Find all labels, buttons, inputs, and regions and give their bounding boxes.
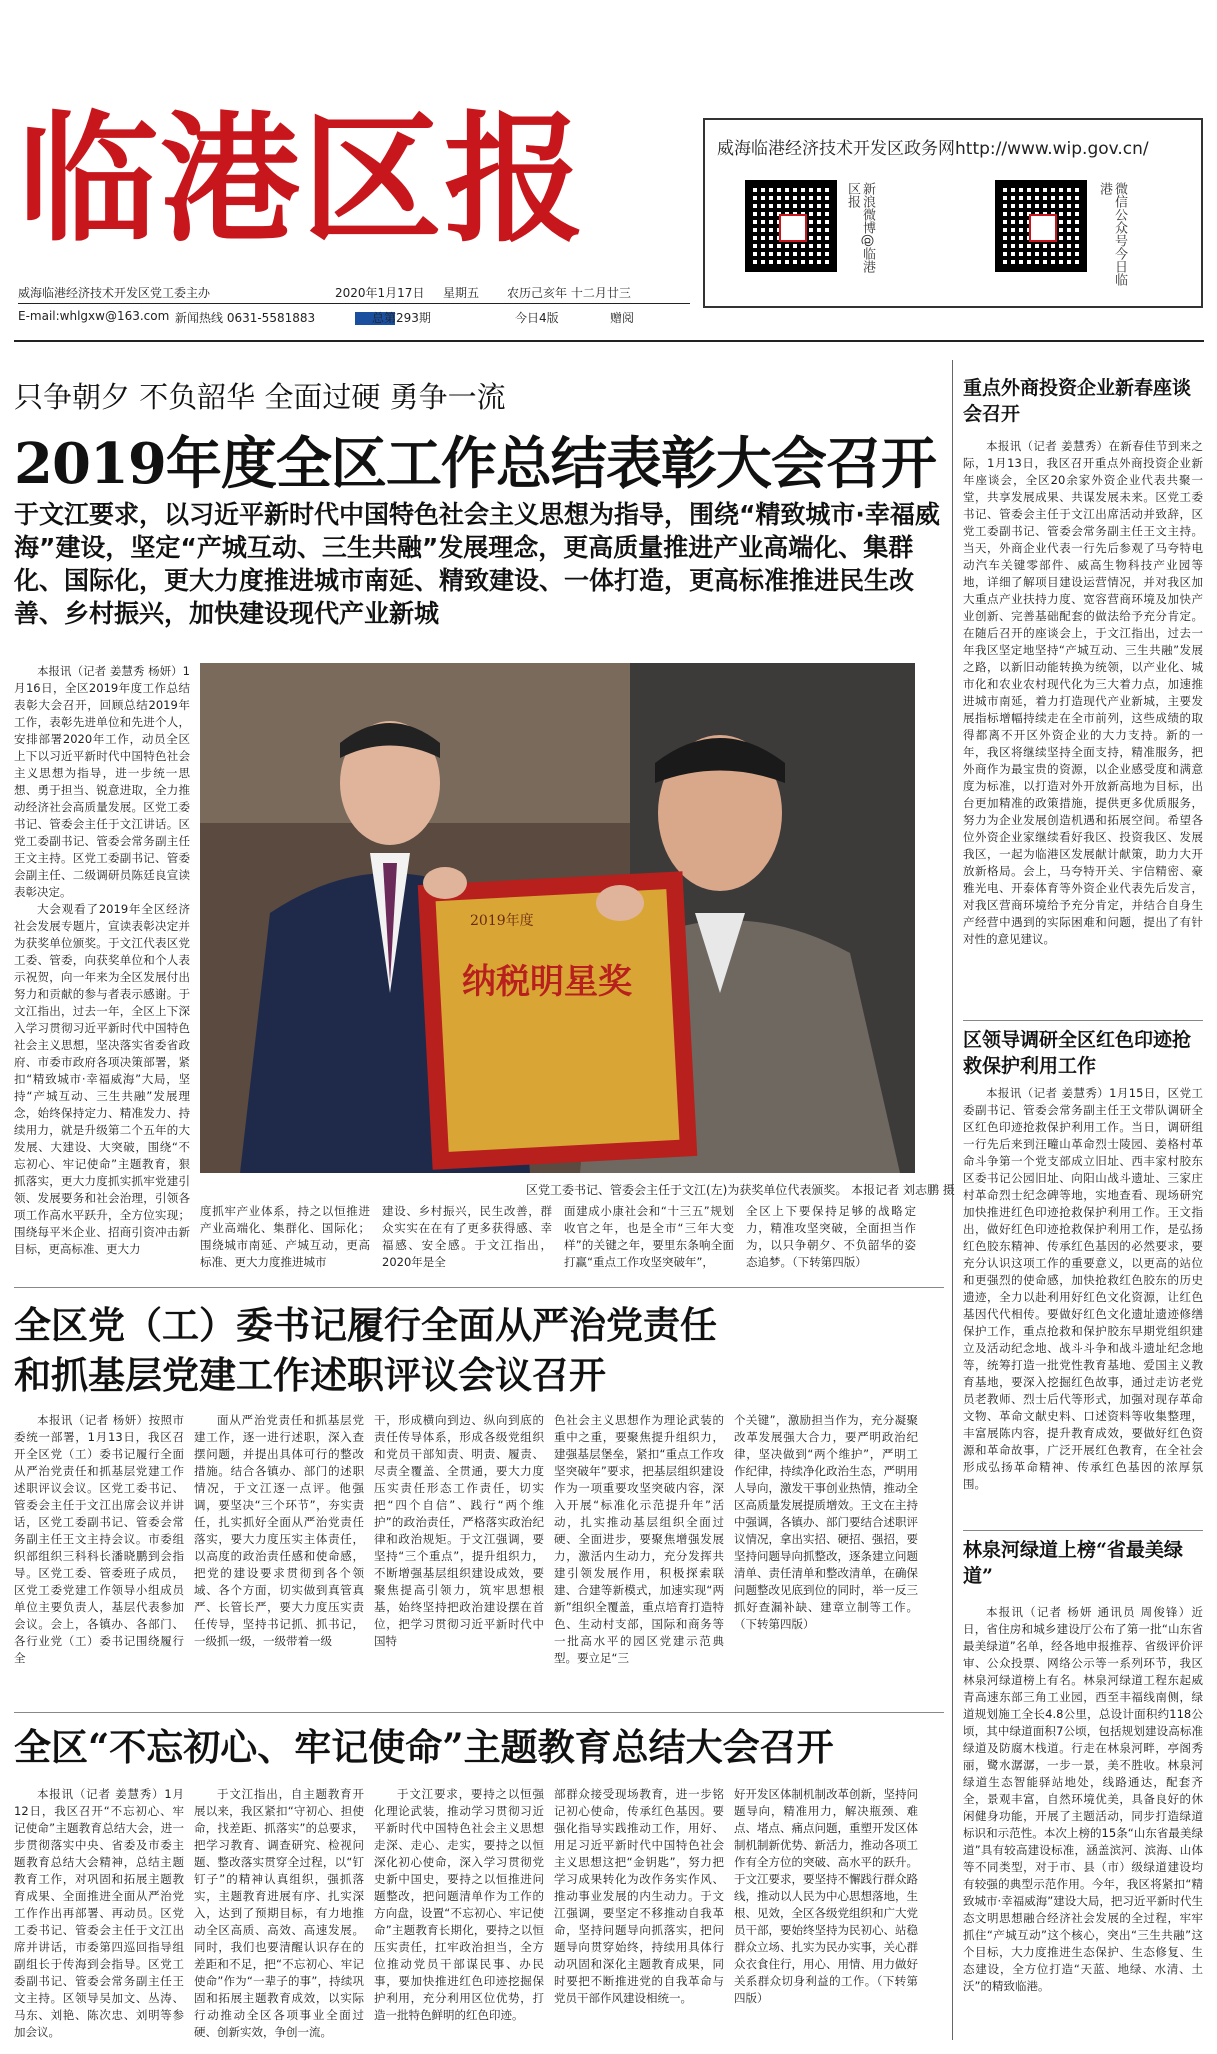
story2-c1: 本报讯（记者 杨妍）按照市委统一部署，1月13日，我区召开全区党（工）委书记履行全面从严治党责任和抓基层党建工作述职评议会议。区党工委书记、管委会主任于文江出席会议并讲话，区党工委副书记、管委会常务副主任王文主持会议。市委组织部组织三科科长潘晓鹏到会指导。区党工委、管委班子成员，区党工委党建工作领导小组成员单位主要负责人，基层代表参加会议。会上，各镇办、各部门、各行业党（工）委书记围绕履行全 [14,1413,184,1665]
plaque-text: 纳税明星奖 [462,962,632,1002]
masthead-rule [14,340,1204,342]
issue-date: 2020年1月17日 [335,286,425,300]
column-divider [952,360,953,2040]
sidebar-rule-1 [963,1020,1203,1021]
wechat-qr-code [995,180,1087,272]
story3-c1: 本报讯（记者 姜慧秀）1月12日，我区召开“不忘初心、牢记使命”主题教育总结大会，进一步贯彻落实中央、省委及市委主题教育总结大会精神，总结主题教育工作，对巩固和拓展主题教育成果、全面推进全面从严治党工作作出再部署、再动员。区党工委书记、管委会主任于文江出席并讲话，市委第四巡回指导组副组长于传海到会指导。区党工委副书记、管委会常务副主任王文主持。区领导吴加文、丛涛、马东、刘艳、陈次忠、刘明等参加会议。 [14,1787,184,2039]
portal-link[interactable]: 威海临港经济技术开发区政务网http://www.wip.gov.cn/ [717,139,1149,159]
lead-para-2: 大会观看了2019年全区经济社会发展专题片，宣读表彰决定并为获奖单位颁奖。于文江代表区党工委、管委，向获奖单位和个人表示祝贺，向一年来为全区发展付出努力和贡献的参与者表示感谢。于文江指出，过去一年，全区上下深入学习贯彻习近平新时代中国特色社会主义思想，坚决落实省委省政府、市委市政府各项决策部署，紧扣“精致城市·幸福威海”大局，坚持“产城互动、三生共融”发展理念，始终保持定力、精准发力、持续用力，就是升级第二个五年的大发展、大建设、大突破，围绕“不忘初心、牢记使命”主题教育，狠抓落实，更大力度抓实抓牢党建引领、发展要务和社会治理，引领各项工作高水平跃升，全方位实现；围绕每平米企业、招商引资冲击新目标，更高标准、更大力 [14,902,190,1256]
email: E-mail:whlgxw@163.com [18,309,170,323]
story2-column-4 [554,1412,724,1704]
lunar-date: 农历己亥年 十二月廿三 [507,286,631,300]
lead-col5-text: 全区上下要保持足够的战略定力，精准攻坚突破，全面担当作为，以只争朝夕、不负韶华的姿态追梦。（下转第四版） [746,1204,916,1269]
masthead-title: 临港区报 [18,98,587,262]
issue-serial: 总第293期 [372,311,431,325]
lead-column-2 [200,1203,370,1273]
portal-box [703,118,1203,308]
story3-c5: 好开发区体制机制改革创新，坚持问题导向，精准用力，解决瓶颈、难点、堵点、痛点问题，重塑开发区体制机制新优势、新活力，推动各项工作有全方位的突破、高水平的跃升。于文江要求，要坚持不懈践行群众路线，推动以人民为中心思想落地，生根、见效，全区各级党组织和广大党员干部，要始终坚持为民初心、站稳群众立场、扎实为民办实事，关心群众衣食住行，用心、用情、用力做好关系群众切身利益的工作。（下转第四版） [734,1787,918,2005]
sidebar-article-3-body [963,1604,1203,2044]
story2-column-2 [194,1412,364,1704]
issue-free: 赠阅 [610,311,635,325]
plaque-year: 2019年度 [470,913,534,929]
hotline: 新闻热线 0631-5581883 [175,311,316,325]
story2-column-3 [374,1412,544,1704]
story2-headline-2: 和抓基层党建工作述职评议会议召开 [14,1353,606,1397]
story2-column-1 [14,1412,184,1704]
story2-c3: 干，形成横向到边、纵向到底的责任传导体系，形成各级党组织和党员干部知责、明责、履责、尽责全覆盖、全贯通，要大力度压实责任形态工作责任，切实把“四个自信”、践行“两个维护”的政治责任，严格落实政治纪律和政治规矩。于文江强调，要坚持“三个重点”，提升组织力，不断增强基层组织建设成效，要聚焦提高引领力，筑牢思想根基，始终坚持把政治建设摆在首位，把学习贯彻习近平新时代中国特 [374,1413,544,1648]
photo-illustration [200,663,915,1173]
lead-column-1 [14,663,190,1256]
issue-pages: 今日4版 [515,311,559,325]
sidebar-article-1-title: 重点外商投资企业新春座谈会召开 [963,377,1192,425]
sidebar-rule-2 [963,1530,1203,1531]
sidebar-a2-text: 本报讯（记者 姜慧秀）1月15日，区党工委副书记、管委会常务副主任王文带队调研全区红色印迹抢救保护利用工作。当日，调研组一行先后来到汪疃山革命烈士陵园、姜格村革命斗争第一个党支部成立旧址、西丰家村胶东区委书记公园旧址、向阳山战斗遗址、三家庄村革命烈士纪念碑等地，实地查看、现场研究加快推进红色印迹抢救保护利用工作。王文指出，做好红色印迹抢救保护利用工作，是弘扬红色胶东精神、传承红色基因的必然要求，要充分认识这项工作的重要意义，以更高的站位和更强烈的使命感，加快抢救红色胶东的历史遗迹，全力以赴利用好红色文化资源，让红色基因代代相传。要做好红色文化遗址遗迹修缮保护工作，重点抢救和保护胶东早期党组织建立及活动纪念地、战斗斗争和战斗遗址纪念地等，统筹打造一批党性教育基地、爱国主义教育基地，要深入挖掘红色故事，通过走访老党员老教师、烈士后代等形式，加强对现存革命文物、革命文献史料、口述资料等收集整理，丰富展陈内容，提升教育成效，要做好红色资源和革命故事，广泛开展红色教育，在全社会形成弘扬革命精神、传承红色基因的浓厚氛围。 [963,1086,1203,1491]
sidebar-article-2-body [963,1085,1203,1525]
story3-column-5 [734,1786,918,2044]
photo-caption: 区党工委书记、管委会主任于文江(左)为获奖单位代表颁奖。 本报记者 刘志鹏 摄 [526,1183,955,1197]
lead-col4-text: 面建成小康社会和“十三五”规划收官之年，也是全市“三年大变样”的关键之年，要里东条响全面打赢“重点工作攻坚突破年”， [564,1204,734,1269]
info-rule [18,303,690,304]
issue-weekday: 星期五 [443,286,480,300]
publisher: 威海临港经济技术开发区党工委主办 [18,286,211,300]
lead-subhead: 于文江要求，以习近平新时代中国特色社会主义思想为指导，围绕“精致城市·幸福威海”建设，坚定“产城互动、三生共融”发展理念，更高质量推进产业高端化、集群化、国际化，更大力度推进城市南延、精致建设、一体打造，更高标准推进民生改善、乡村振兴，加快建设现代产业新城 [14,500,940,628]
story3-c2: 于文江指出，自主题教育开展以来，我区紧扣“守初心、担使命，找差距、抓落实”的总要求，把学习教育、调查研究、检视问题、整改落实贯穿全过程，以“钉钉子”的精神认真组织，强抓落实，主题教育进展有序、扎实深入，达到了预期目标，有力地推动全区高质、高效、高速发展。同时，我们也要清醒认识存在的差距和不足，把“不忘初心、牢记使命”作为“一辈子的事”，持续巩固和拓展主题教育成效，以实际行动推动全区各项事业全面过硬、创新实效，争创一流。 [194,1787,364,2039]
lead-column-3 [382,1203,552,1273]
lead-col2-text: 度抓牢产业体系，持之以恒推进产业高端化、集群化、国际化；围绕城市南延、产城互动，更高标准、更大力度推进城市 [200,1204,370,1269]
story2-column-5 [734,1412,918,1704]
lead-headline: 2019年度全区工作总结表彰大会召开 [14,431,936,497]
sidebar-a1-text: 本报讯（记者 姜慧秀）在新春佳节到来之际，1月13日，我区召开重点外商投资企业新年座谈会，全区20余家外资企业代表共聚一堂，共享发展成果、共谋发展未来。区党工委书记、管委会主任于文江出席活动并致辞，区党工委副书记、管委会常务副主任王文主持。当天，外商企业代表一行先后参观了马夸特电动汽车关键零部件、威高生物科技产业园等地，详细了解项目建设运营情况，并对我区加大重点产业扶持力度、宽容营商环境及加快产业创新、完善基础配套的做法给予充分肯定。在随后召开的座谈会上，于文江指出，过去一年我区坚定地坚持“产城互动、三生共融”发展之路，以新旧动能转换为统领，以产业化、城市化和农业农村现代化为三大着力点，加速推进城市南延，着力打造现代产业新城，主要发展指标增幅持续走在全市前列，这些成绩的取得都离不开区外资企业的大力支持。新的一年，我区将继续坚持全面支持，精准服务，把外商作为最宝贵的资源，以企业感受度和满意度为标准，以打造对外开放新高地为目标，出台更加精准的政策措施，提供更多优质服务，努力为企业发展创造机遇和拓展空间。希望各位外资企业家继续看好我区、投资我区、发展我区，一起为临港区发展献计献策，助力大开放新格局。会上，马夸特开关、宇信精密、豪雅光电、开泰体育等外资企业代表先后发言，对我区营商环境给予充分肯定，并结合自身生产经营中遇到的实际困难和问题，提出了有针对性的意见建议。 [963,439,1203,946]
story2-c5: 个关键”，激励担当作为，充分凝聚改革发展强大合力，要严明政治纪律，坚决做到“两个维护”，严明工作纪律，持续净化政治生态，严明用人导向，激发干事创业热情，推动全区高质量发展提质增效。王文在主持中强调，各镇办、部门要结合述职评议情况，拿出实招、硬招、强招，要坚持问题导向抓整改，逐条建立问题清单、责任清单和整改清单，在确保问题整改见底到位的同时，举一反三抓好查漏补缺、建章立制等工作。（下转第四版） [734,1413,918,1631]
section-rule-1 [14,1287,944,1288]
sidebar-article-1-body [963,438,1203,1016]
lead-column-5 [746,1203,916,1273]
story3-column-3 [374,1786,544,2044]
lead-kicker: 只争朝夕 不负韶华 全面过硬 勇争一流 [14,380,506,414]
story3-c3: 于文江要求，要持之以恒强化理论武装，推动学习贯彻习近平新时代中国特色社会主义思想走深、走心、走实，要持之以恒深化初心使命，深入学习贯彻党史新中国史，要持之以恒推进问题整改，把问题清单作为工作的方向盘，设置“不忘初心、牢记使命”主题教育长期化，要持之以恒压实责任，扛牢政治担当，全方位推动党员干部谋民事、办民事，要加快推进红色印迹挖掘保护利用，充分利用区位优势，打造一批特色鲜明的红色印迹。 [374,1787,544,2022]
story2-c4: 色社会主义思想作为理论武装的重中之重，要聚焦提升组织力，建强基层堡垒，紧扣“重点工作攻坚突破年”要求，把基层组织建设作为一项重要攻坚突破内容，深入开展“标准化示范提升年”活动，扎实推动基层组织全面过硬、全面进步，要聚焦增强发展力，激活内生动力，充分发挥共建引领发展作用，积极探索联建、合建等新模式，加速实现“两新”组织全覆盖，重点培育打造特色、生动村支部，国际和商务等一批高水平的园区党建示范典型。要立足“三 [554,1413,724,1665]
weibo-qr-code [745,180,837,272]
story3-column-2 [194,1786,364,2044]
section-rule-2 [14,1712,944,1713]
story2-c2: 面从严治党责任和抓基层党建工作，逐一进行述职，深入查摆问题，并提出具体可行的整改措施。结合各镇办、部门的述职情况，于文江逐一点评。他强调，要坚决“三个环节”，夯实责任，扎实抓好全面从严治党责任落实，要大力度压实主体责任，以高度的政治责任感和使命感，把党的建设要求贯彻到各个领域、各个方面，切实做到真管真严、长管长严，要大力度压实责任传导，坚持书记抓、抓书记，一级抓一级，一级带着一级 [194,1413,364,1648]
sidebar-article-3-title: 林泉河绿道上榜“省最美绿道” [963,1539,1183,1587]
lead-para-1: 本报讯（记者 姜慧秀 杨妍）1月16日，全区2019年度工作总结表彰大会召开，回顾总结2019年工作，表彰先进单位和先进个人，安排部署2020年工作，动员全区上下以习近平新时代中国特色社会主义思想为指导，进一步统一思想、勇于担当、锐意进取，全力推动经济社会高质量发展。区党工委书记、管委会主任于文江讲话。区党工委副书记、管委会常务副主任王文主持。区党工委副书记、管委会副主任、二级调研员陈廷良宣读表彰决定。 [14,664,190,899]
sidebar-article-2-title: 区领导调研全区红色印迹抢救保护利用工作 [963,1029,1192,1077]
lead-col3-text: 建设、乡村振兴，民生改善，群众实实在在有了更多获得感、幸福感、安全感。于文江指出，2020年是全 [382,1204,552,1269]
story3-column-4 [554,1786,724,2044]
story3-headline: 全区“不忘初心、牢记使命”主题教育总结大会召开 [14,1725,834,1769]
lead-photo [200,663,915,1173]
story2-headline-1: 全区党（工）委书记履行全面从严治党责任 [14,1303,717,1347]
story3-column-1 [14,1786,184,2044]
sidebar-a3-text: 本报讯（记者 杨妍 通讯员 周俊锋）近日，省住房和城乡建设厅公布了第一批“山东省最美绿道”名单，经各地申报推荐、省级评价评审、公众投票、网络公示等一系列环节，我区林泉河绿道榜上有名。林泉河绿道工程东起威青高速东部三角工业园，西至丰福线南侧，绿道规划施工全长4.8公里，总设计面积约118公顷，其中绿道面积7公顷，包括规划建设高标准绿道及防腐木栈道。行走在林泉河畔，亭阁秀丽，鹭水潺潺，一步一景，美不胜收。林泉河绿道生态智能驿站地处，线路通达，配套齐全，景观丰富，自然环境优美，具备良好的休闲健身功能，开展了主题活动，同步打造绿道标识和示范性。本次上榜的15条“山东省最美绿道”具有较高建设标准，涵盖滨河、滨海、山体等不同类型，对于市、县（市）级绿道建设均有较强的典型示范作用。今年，我区将紧扣“精致城市·幸福威海”建设大局，把习近平新时代生态文明思想融合经济社会发展的全过程，牢牢抓住“产城互动”这个核心，突出“三生共融”这个目标，大力度推进生态保护、生态修复、生态建设，全方位打造“天蓝、地绿、水清、土沃”的精致临港。 [963,1605,1203,1993]
wechat-qr-caption: 微信公众号今日临港 [1097,182,1127,286]
lead-column-4 [564,1203,734,1273]
story3-c4: 部群众接受现场教育，进一步铭记初心使命，传承红色基因。要强化指导实践推动工作，用好、用足习近平新时代中国特色社会主义思想这把“金钥匙”，努力把学习成果转化为改作务实作风、推动事业发展的内生动力。于文江强调，要坚定不移推动自我革命，坚持问题导向抓落实，把问题导向贯穿始终，持续用具体行动巩固和深化主题教育成果，同时要把不断推进党的自我革命与党员干部作风建设相统一。 [554,1787,724,2005]
weibo-qr-caption: 新浪微博@临港区报 [845,182,875,273]
